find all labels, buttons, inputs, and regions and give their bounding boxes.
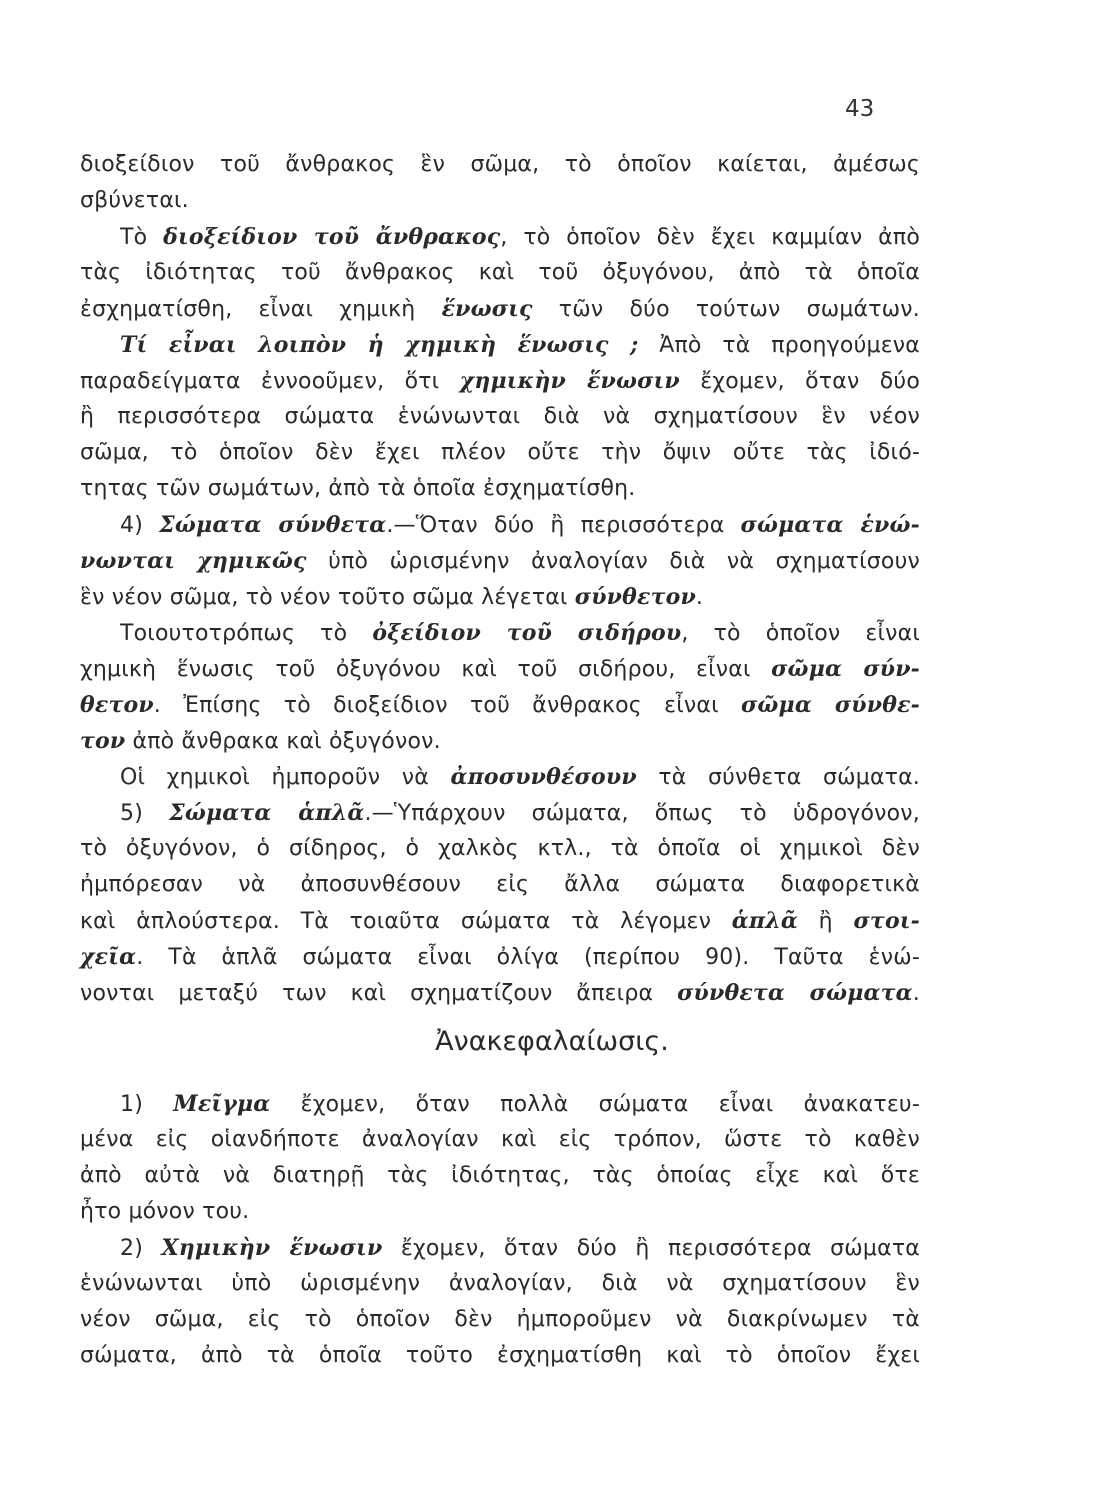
text-run: ὑπὸ ὡρισμένην ἀναλογίαν διὰ νὰ σχηματίσουν (306, 549, 921, 574)
emphasis-run: σῶμα σύνθε- (740, 692, 920, 718)
emphasis-run: σύνθετον (574, 584, 696, 610)
text-run: Οἱ χημικοὶ ἠμποροῦν νὰ (120, 765, 451, 790)
emphasis-run: θετον (80, 692, 154, 718)
text-run: παραδείγματα ἐννοοῦμεν, ὅτι (80, 369, 460, 394)
emphasis-run: στοι- (853, 908, 920, 934)
text-run: νέον σῶμα, εἰς τὸ ὁποῖον δὲν ἠμποροῦμεν νὰ διακρίνωμεν τὰ (80, 1307, 920, 1332)
text-run: ἐσχηματίσθη, εἶναι χημικὴ (80, 297, 442, 322)
text-line (80, 582, 920, 613)
text-line (80, 1125, 920, 1155)
text-run: ἔχομεν, ὅταν δύο ἢ περισσότερα σώματα (382, 1236, 920, 1261)
text-run: ἑνώνωνται ὑπὸ ὡρισμένην ἀναλογίαν, διὰ νὰ σχηματίσουν ἓν (80, 1271, 920, 1296)
text-line (80, 294, 920, 325)
text-line (80, 546, 920, 577)
text-run: .—Ὅταν δύο ἢ περισσότερα (386, 513, 741, 538)
text-run: . Τὰ ἁπλᾶ σώματα εἶναι ὀλίγα (περίπου 90). Ταῦτα ἑνώ- (136, 945, 920, 970)
text-run: .—Ὑπάρχουν σώματα, ὅπως τὸ ὑδρογόνον, (364, 801, 920, 826)
text-line (80, 222, 920, 253)
text-run: σώματα, ἀπὸ τὰ ὁποῖα τοῦτο ἐσχηματίσθη καὶ τὸ ὁποῖον ἔχει (80, 1343, 920, 1368)
text-run: . Ἐπίσης τὸ διοξείδιον τοῦ ἄνθρακος εἶναι (153, 693, 741, 718)
text-run: 1) (120, 1092, 174, 1117)
text-line (80, 654, 920, 685)
text-line (80, 978, 920, 1009)
text-run: σῶμα, τὸ ὁποῖον δὲν ἔχει πλέον οὔτε τὴν ὄψιν οὔτε τὰς ἰδιό- (80, 440, 920, 465)
emphasis-run: σώματα ἑνώ- (740, 512, 920, 538)
emphasis-run: τον (80, 728, 126, 754)
section-heading: Ἀνακεφαλαίωσις. (435, 1026, 669, 1057)
text-run: . (695, 585, 704, 610)
text-run: τὰς ἰδιότητας τοῦ ἄνθρακος καὶ τοῦ ὀξυγόνου, ἀπὸ τὰ ὁποῖα (80, 260, 920, 285)
emphasis-run: Τί εἶναι λοιπὸν ἡ χημικὴ ἕνωσις ; (120, 332, 639, 358)
text-run: τητας τῶν σωμάτων, ἀπὸ τὰ ὁποῖα ἐσχηματίσθη. (80, 476, 636, 501)
emphasis-run: ἕνωσις (441, 296, 533, 322)
text-run: ἔχομεν, ὅταν δύο (679, 369, 921, 394)
emphasis-run: σύνθετα σώματα (677, 980, 913, 1006)
emphasis-run: νωνται χημικῶς (80, 548, 307, 574)
emphasis-run: ὀξείδιον τοῦ σιδήρου (372, 620, 682, 646)
text-line (80, 1233, 920, 1264)
text-line (80, 942, 920, 973)
text-run: τὸ ὀξυγόνον, ὁ σίδηρος, ὁ χαλκὸς κτλ., τὰ ὁποῖα οἱ χημικοὶ δὲν (80, 836, 920, 861)
text-line (80, 474, 920, 504)
emphasis-run: χεῖα (80, 944, 137, 970)
text-run: 2) (120, 1236, 162, 1261)
emphasis-run: Μεῖγμα (173, 1091, 271, 1117)
emphasis-run: ἁπλᾶ (731, 908, 798, 934)
text-run: χημικὴ ἕνωσις τοῦ ὀξυγόνου καὶ τοῦ σιδήρου, εἶναι (80, 657, 772, 682)
text-line (80, 726, 920, 757)
text-line (80, 618, 920, 649)
text-line (80, 150, 920, 180)
text-line (80, 438, 920, 468)
text-line (80, 870, 920, 900)
emphasis-run: σῶμα σύν- (771, 656, 921, 682)
text-run: σβύνεται. (80, 188, 189, 213)
text-line (80, 906, 920, 937)
emphasis-run: διοξείδιον τοῦ ἄνθρακος (163, 224, 501, 250)
text-line (80, 1197, 920, 1227)
text-run: ἢ (798, 909, 854, 934)
text-run: ἢ περισσότερα σώματα ἑνώνωνται διὰ νὰ σχηματίσουν ἓν νέον (80, 404, 920, 429)
text-line (80, 402, 920, 432)
text-run: ἀπὸ αὐτὰ νὰ διατηρῇ τὰς ἰδιότητας, τὰς ὁποίας εἶχε καὶ ὅτε (80, 1163, 920, 1188)
text-run: διοξείδιον τοῦ ἄνθρακος ἓν σῶμα, τὸ ὁποῖον καίεται, ἀμέσως (80, 152, 920, 177)
text-run: ἦτο μόνον του. (80, 1199, 250, 1224)
emphasis-run: χημικὴν ἕνωσιν (459, 368, 680, 394)
text-run: 4) (120, 513, 160, 538)
text-run: μένα εἰς οἱανδήποτε ἀναλογίαν καὶ εἰς τρόπον, ὥστε τὸ καθὲν (80, 1127, 920, 1152)
text-line (80, 798, 920, 829)
text-line (80, 1089, 920, 1120)
text-run: ἔχομεν, ὅταν πολλὰ σώματα εἶναι ἀνακατευ- (270, 1092, 920, 1117)
text-line (80, 1269, 920, 1299)
text-run: τὰ σύνθετα σώματα. (636, 765, 920, 790)
text-line (80, 366, 920, 397)
emphasis-run: ἀποσυνθέσουν (450, 764, 637, 790)
text-line (80, 690, 920, 721)
text-line (80, 834, 920, 864)
text-run: νονται μεταξύ των καὶ σχηματίζουν ἄπειρα (80, 981, 678, 1006)
text-line (80, 762, 920, 793)
text-run: Ἀπὸ τὰ προηγούμενα (638, 333, 920, 358)
text-line (80, 510, 920, 541)
text-line (80, 1341, 920, 1371)
page-number: 43 (845, 96, 875, 122)
text-run: καὶ ἁπλούστερα. Τὰ τοιαῦτα σώματα τὰ λέγομεν (80, 909, 732, 934)
emphasis-run: Χημικὴν ἕνωσιν (161, 1235, 383, 1261)
text-line (80, 1305, 920, 1335)
text-run: , τὸ ὁποῖον δὲν ἔχει καμμίαν ἀπὸ (500, 225, 920, 250)
text-line (80, 330, 920, 361)
text-run: 5) (120, 801, 170, 826)
text-run: Τοιουτοτρόπως τὸ (120, 621, 373, 646)
text-run: ἓν νέον σῶμα, τὸ νέον τοῦτο σῶμα λέγεται (80, 585, 575, 610)
text-run: Τὸ (120, 225, 164, 250)
text-run: , τὸ ὁποῖον εἶναι (681, 621, 920, 646)
text-line (80, 1161, 920, 1191)
text-run: . (912, 981, 920, 1006)
text-run: ἀπὸ ἄνθρακα καὶ ὀξυγόνον. (125, 729, 441, 754)
text-line (80, 186, 920, 216)
text-run: τῶν δύο τούτων σωμάτων. (532, 297, 920, 322)
text-line (80, 258, 920, 288)
emphasis-run: Σώματα ἁπλᾶ (169, 800, 365, 826)
emphasis-run: Σώματα σύνθετα (159, 512, 387, 538)
text-run: ἠμπόρεσαν νὰ ἀποσυνθέσουν εἰς ἄλλα σώματα διαφορετικὰ (80, 872, 920, 897)
